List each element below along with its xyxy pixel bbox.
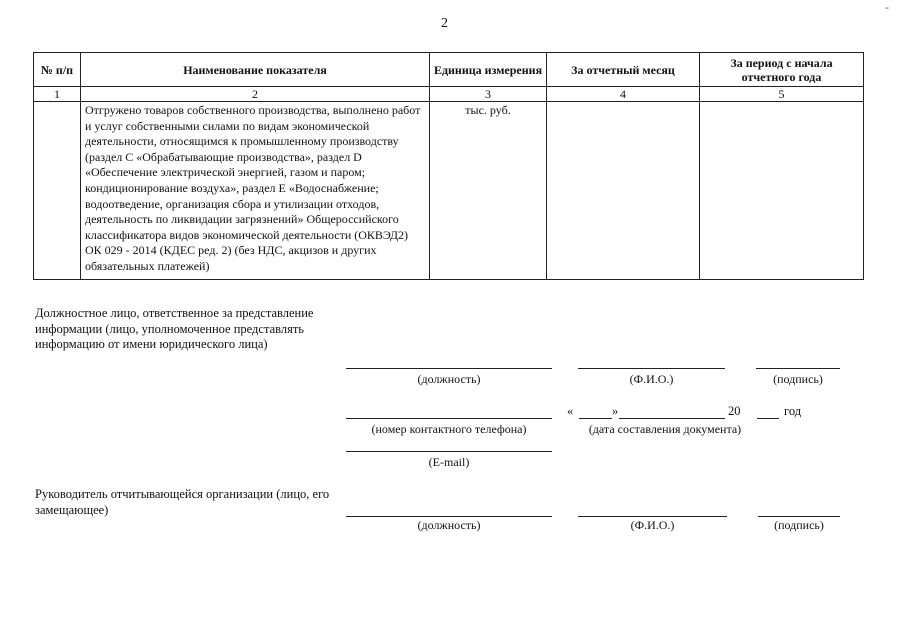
date-year-line[interactable] [757,418,779,419]
official-position-caption: (должность) [417,372,481,386]
header-year: За период с начала отчетного года [700,53,864,87]
official-position-line[interactable] [346,368,552,369]
official-label: Должностное лицо, ответственное за представление информации (лицо, уполномоченное представлять информацию от имени юридического лица) [35,306,314,351]
row-month-cell[interactable] [547,102,700,280]
date-caption: (дата составления документа) [588,422,742,436]
date-month-line[interactable] [619,418,725,419]
column-number: 2 [81,87,430,102]
head-signature-caption: (подпись) [774,518,824,532]
official-fio-line[interactable] [578,368,725,369]
email-caption: (E-mail) [428,455,470,469]
official-fio-caption: (Ф.И.О.) [629,372,674,386]
table-header-row [34,53,864,87]
date-year-prefix: 20 [728,404,741,418]
official-signature-caption: (подпись) [773,372,823,386]
email-line[interactable] [346,451,552,452]
date-close-quote: » [612,404,619,418]
row-indicator-name: Отгружено товаров собственного производства, выполнено работ и услуг собственными силами по видам экономической деятельности, относящимся к промышленному производству (раздел C «Обрабатывающие производства», раздел D «Обеспечение электрической энергией, газом и паром; кондиционирование воздуха», раздел E «Водоснабжение; водоотведение, организация сбора и утилизации отходов, деятельность по ликвидации загрязнений» Общероссийского классификатора видов экономической деятельности (ОКВЭД2) ОК 029 - 2014 (КДЕС ред. 2) (без НДС, акцизов и других обязательных платежей) [81,102,430,280]
header-num: № п/п [34,53,81,87]
row-num-cell [34,102,81,280]
header-name: Наименование показателя [81,53,430,87]
date-year-suffix: год [784,404,802,418]
head-position-caption: (должность) [417,518,481,532]
header-month: За отчетный месяц [547,53,700,87]
header-unit: Единица измерения [430,53,547,87]
head-signature-line[interactable] [758,516,840,517]
indicator-table [33,52,864,280]
row-year-cell[interactable] [700,102,864,280]
date-day-line[interactable] [579,418,612,419]
head-label: Руководитель отчитывающейся организации (лицо, его замещающее) [35,487,330,517]
table-row [34,102,864,280]
head-fio-caption: (Ф.И.О.) [630,518,675,532]
column-number: 3 [430,87,547,102]
date-open-quote: « [567,404,574,418]
phone-line[interactable] [346,418,552,419]
column-number: 5 [700,87,864,102]
phone-caption: (номер контактного телефона) [371,422,527,436]
official-signature-line[interactable] [756,368,840,369]
head-fio-line[interactable] [578,516,727,517]
column-number: 1 [34,87,81,102]
page-number: 2 [441,16,448,31]
head-position-line[interactable] [346,516,552,517]
column-number-row [34,87,864,102]
row-unit-cell: тыс. руб. [430,102,547,280]
column-number: 4 [547,87,700,102]
corner-mark: - [885,0,889,14]
